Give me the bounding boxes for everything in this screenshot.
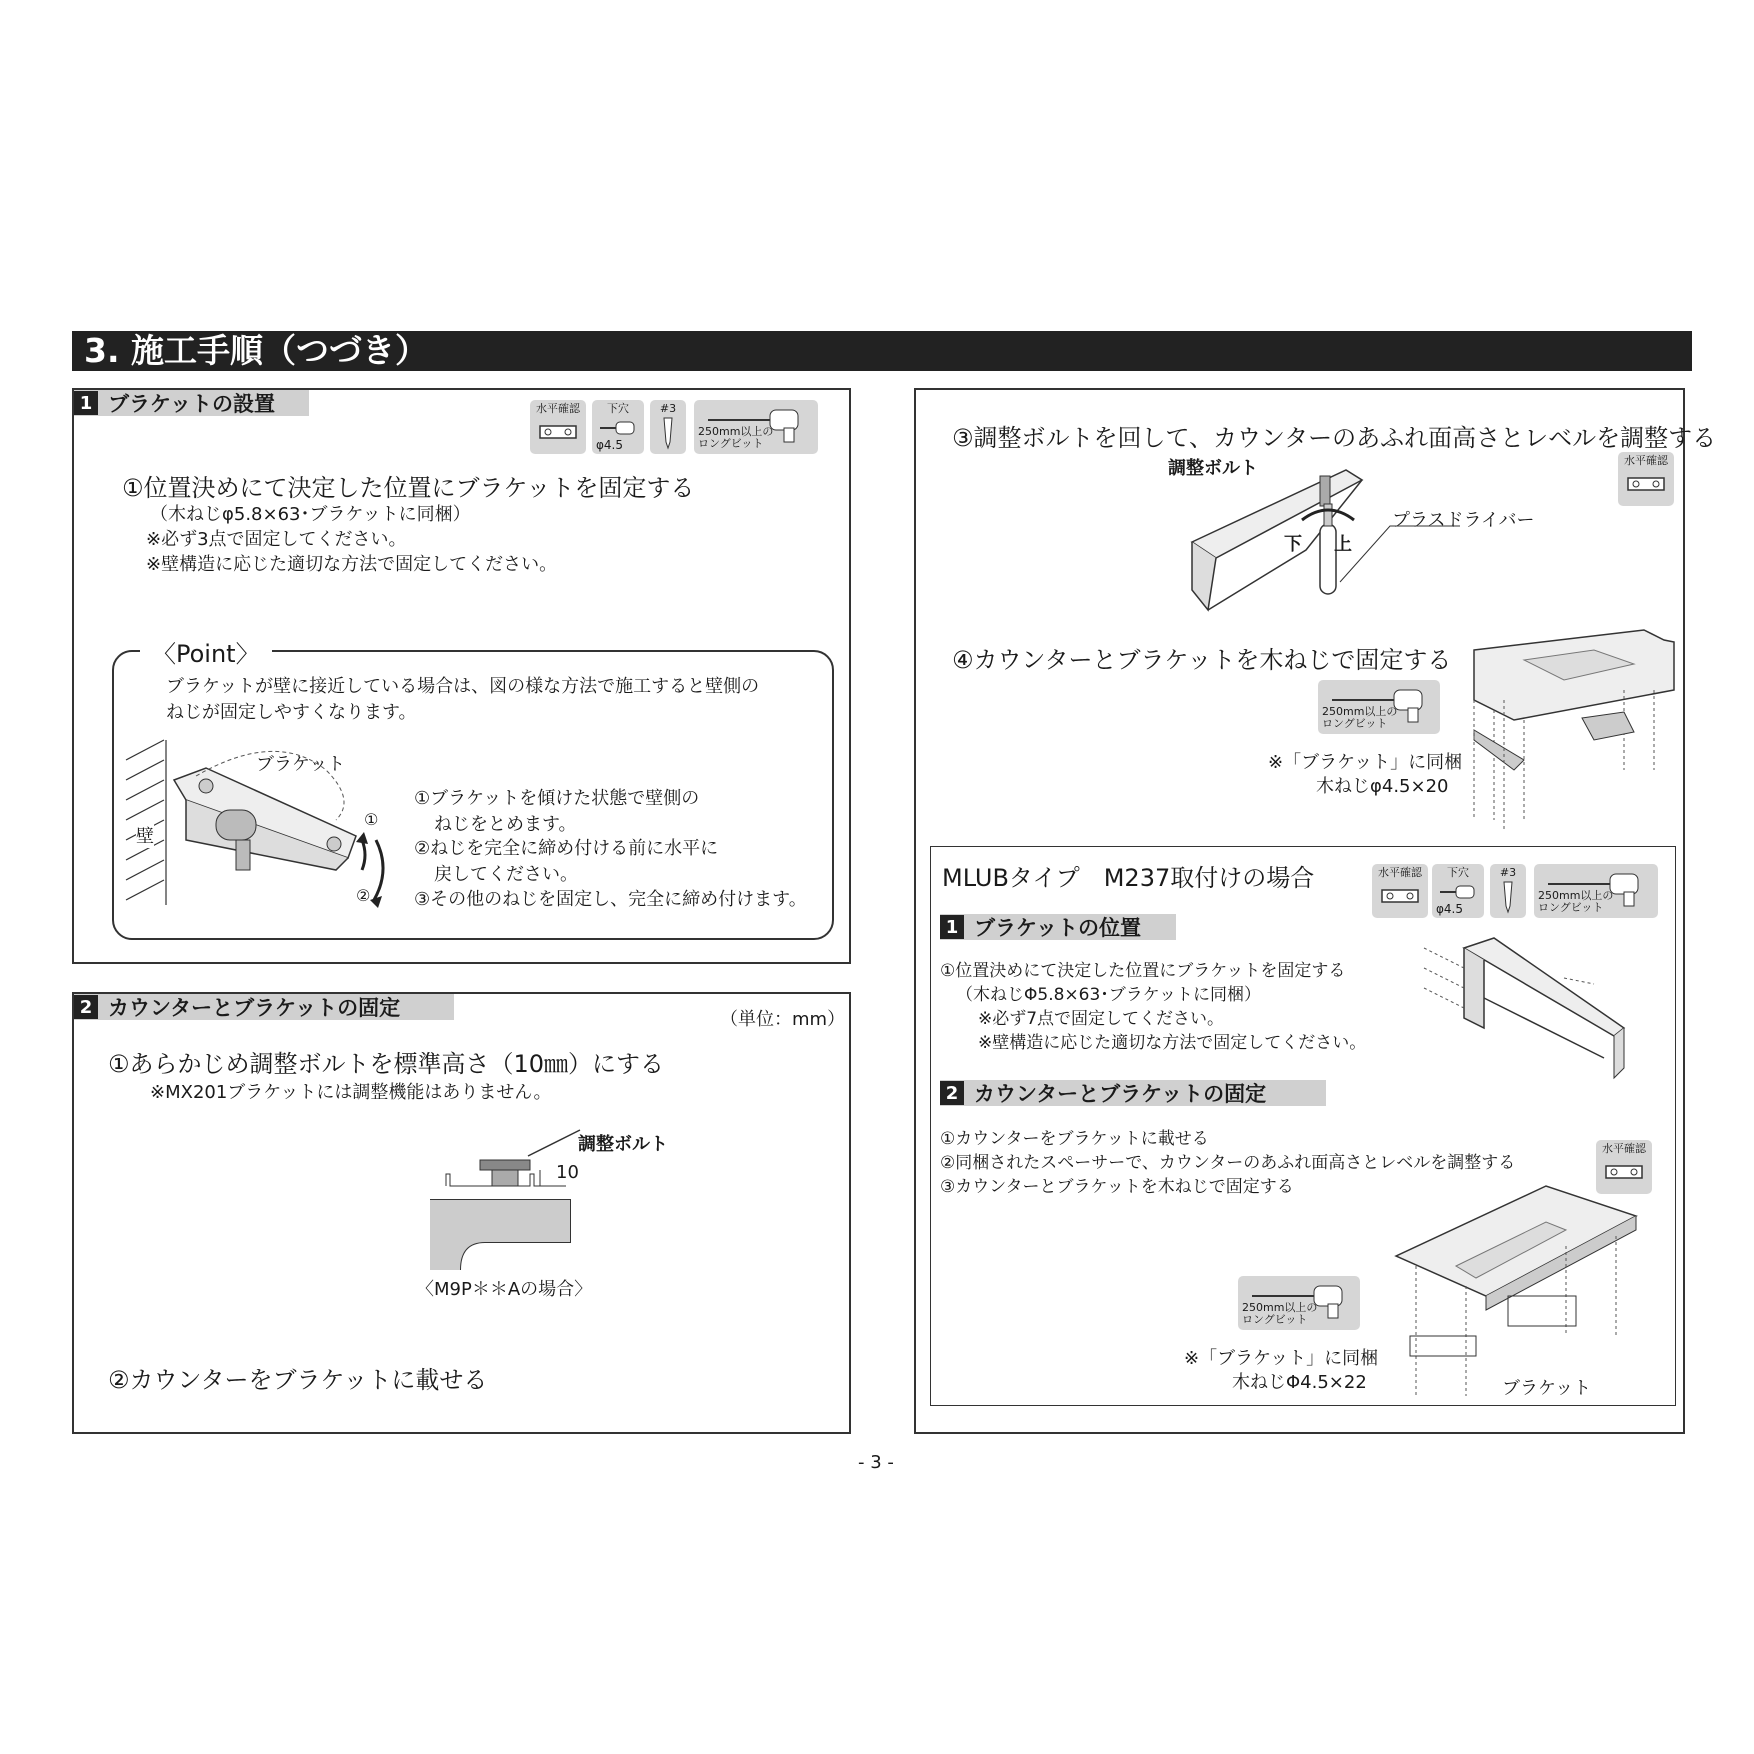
mlub-title: MLUBタイプ M237取付けの場合 [942, 864, 1315, 892]
section-number: 2 [74, 995, 98, 1019]
label-adjust-bolt: 調整ボルト [578, 1134, 668, 1155]
long-bit-icon: 250mm以上の ロングビット [1238, 1276, 1360, 1330]
mlub-s2-line3: ③カウンターとブラケットを木ねじで固定する [940, 1177, 1294, 1197]
mlub-note-screw-included: ※「ブラケット」に同梱 [1184, 1348, 1379, 1369]
label-step-2: ② [356, 886, 371, 905]
step1-bolt-height: ①あらかじめ調整ボルトを標準高さ（10㎜）にする [108, 1050, 665, 1078]
mlub-s1-line3: ※必ず7点で固定してください。 [978, 1009, 1225, 1029]
mlub-s2-line1: ①カウンターをブラケットに載せる [940, 1129, 1209, 1149]
point-text-2: ねじが固定しやすくなります。 [166, 702, 417, 723]
note-screw-included: ※「ブラケット」に同梱 [1268, 752, 1463, 773]
mlub-s1-line4: ※壁構造に応じた適切な方法で固定してください。 [978, 1033, 1367, 1053]
phillips-bit-icon: #3 [650, 400, 686, 454]
mlub-counter-illustration [1396, 1186, 1636, 1396]
note-wall-structure: ※壁構造に応じた適切な方法で固定してください。 [146, 554, 558, 575]
step3-adjust: ③調整ボルトを回して、カウンターのあふれ面高さとレベルを調整する [952, 424, 1717, 452]
note-mx201: ※MX201ブラケットには調整機能はありません。 [150, 1082, 552, 1103]
section-number: 1 [74, 391, 98, 415]
driver-leader-line [1340, 526, 1480, 596]
point-title: 〈Point〉 [140, 634, 272, 669]
label-wall: 壁 [136, 822, 154, 848]
section-number: 1 [940, 915, 964, 939]
mlub-label-bracket: ブラケット [1502, 1378, 1592, 1399]
section-title: ブラケットの位置 [974, 916, 1141, 940]
inst-2b: 戻してください。 [434, 864, 578, 885]
phillips-bit-icon: #3 [1490, 864, 1526, 918]
step1-sub: （木ねじφ5.8×63･ブラケットに同梱） [150, 504, 471, 525]
section-2-heading [74, 994, 454, 1020]
section-header: 3. 施工手順（つづき） [72, 331, 1692, 371]
mlub-note-screw-size: 木ねじΦ4.5×22 [1232, 1372, 1367, 1393]
step2-place-counter: ②カウンターをブラケットに載せる [108, 1366, 488, 1394]
mlub-s1-line2: （木ねじΦ5.8×63･ブラケットに同梱） [956, 985, 1261, 1005]
section-number: 2 [940, 1081, 964, 1105]
page-number: - 3 - [858, 1452, 894, 1473]
label-up: 上 [1334, 534, 1352, 555]
mlub-s2-line2: ②同梱されたスペーサーで、カウンターのあふれ面高さとレベルを調整する [940, 1153, 1516, 1173]
level-tool-icon: 水平確認 [530, 400, 586, 454]
section-1-heading [74, 390, 309, 416]
long-bit-icon: 250mm以上の ロングビット [694, 400, 818, 454]
inst-1a: ①ブラケットを傾けた状態で壁側の [414, 788, 700, 809]
level-tool-icon: 水平確認 [1372, 864, 1428, 918]
diagram-caption: 〈M9P＊＊Aの場合〉 [416, 1279, 593, 1300]
label-screwdriver: プラスドライバー [1392, 510, 1535, 531]
unit-label: （単位：mm） [720, 1009, 846, 1030]
drill-tool-icon: 下穴 φ4.5 [592, 400, 644, 454]
counter-left-bracket [1474, 700, 1594, 830]
section-title: ブラケットの設置 [108, 392, 275, 416]
drill-tool-icon: 下穴 φ4.5 [1432, 864, 1484, 918]
inst-1b: ねじをとめます。 [434, 814, 577, 835]
section-title: カウンターとブラケットの固定 [974, 1082, 1267, 1106]
mlub-s1-line1: ①位置決めにて決定した位置にブラケットを固定する [940, 961, 1346, 981]
note-screw-size: 木ねじφ4.5×20 [1316, 776, 1449, 797]
step4-fix-screws: ④カウンターとブラケットを木ねじで固定する [952, 646, 1452, 674]
long-bit-icon: 250mm以上の ロングビット [1318, 680, 1440, 734]
level-tool-icon: 水平確認 [1596, 1140, 1652, 1194]
point-text-1: ブラケットが壁に接近している場合は、図の様な方法で施工すると壁側の [166, 676, 760, 697]
label-adjust-bolt-right: 調整ボルト [1168, 458, 1258, 479]
long-bit-icon: 250mm以上の ロングビット [1534, 864, 1658, 918]
section-title: カウンターとブラケットの固定 [108, 996, 401, 1020]
note-three-points: ※必ず3点で固定してください。 [146, 529, 407, 550]
inst-2a: ②ねじを完全に締め付ける前に水平に [414, 838, 719, 859]
label-step-1: ① [364, 810, 379, 829]
label-down: 下 [1284, 534, 1302, 555]
mlub-section-2-heading [940, 1080, 1326, 1106]
label-10mm: 10 [556, 1162, 579, 1183]
mlub-section-1-heading [940, 914, 1176, 940]
level-tool-icon: 水平確認 [1618, 452, 1674, 506]
label-bracket: ブラケット [256, 754, 346, 775]
step1-text: ①位置決めにて決定した位置にブラケットを固定する [122, 474, 695, 502]
mlub-bracket-illustration [1424, 938, 1644, 1088]
inst-3: ③その他のねじを固定し、完全に締め付けます。 [414, 889, 807, 910]
bolt-height-diagram [430, 1130, 600, 1240]
